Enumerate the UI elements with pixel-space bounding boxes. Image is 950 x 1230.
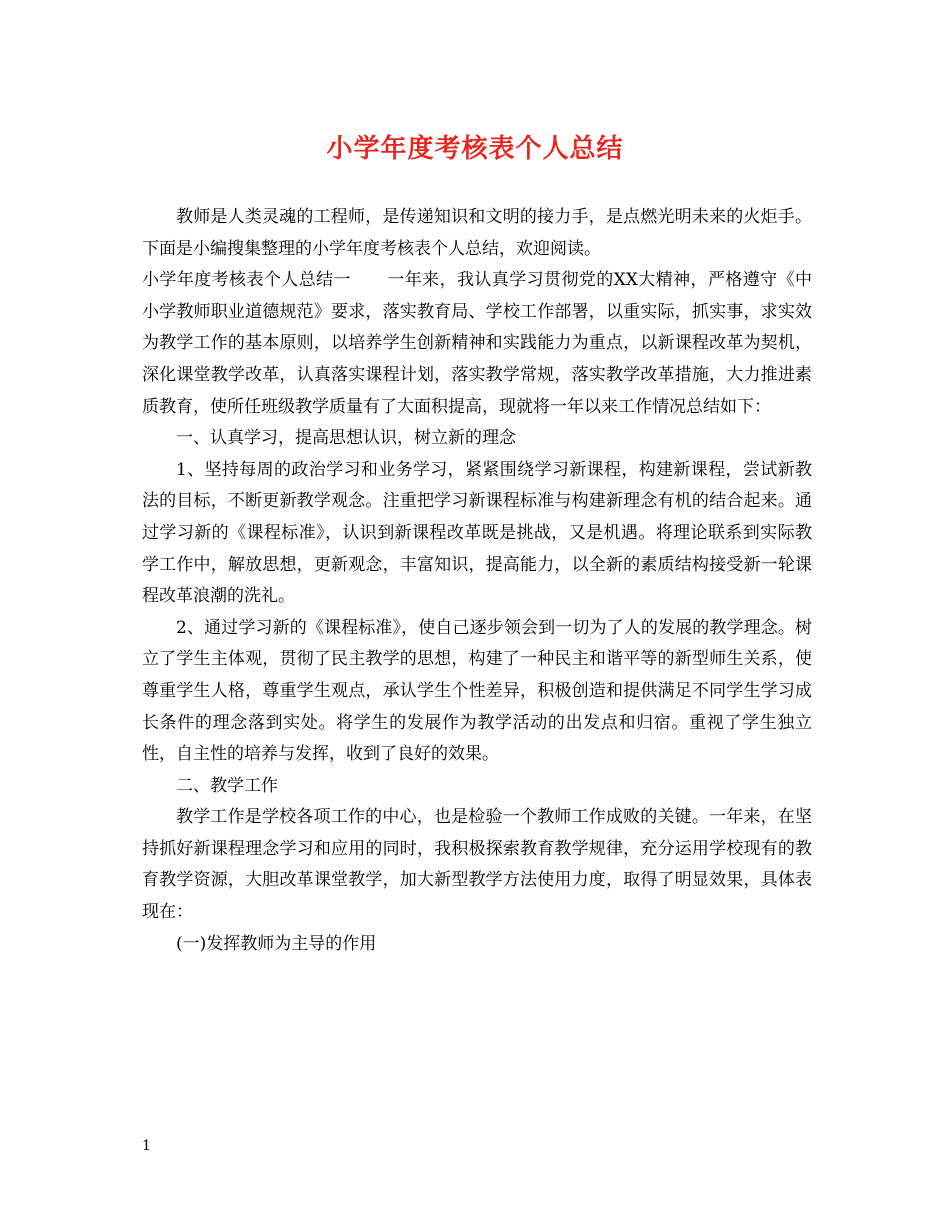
document-body — [142, 202, 812, 960]
paragraph-three: 教学工作是学校各项工作的中心，也是检验一个教师工作成败的关键。一年来，在坚持抓好新课程理念学习和应用的同时，我积极探索教育教学规律，充分运用学校现有的教育教学资源，大胆改革课堂教学，加大新型教学方法使用力度，取得了明显效果，具体表现在： — [142, 807, 812, 923]
paragraph-two: 2、通过学习新的《课程标准》，使自己逐步领会到一切为了人的发展的教学理念。树立了学生主体观，贯彻了民主教学的思想，构建了一种民主和谐平等的新型师生关系，使尊重学生人格，尊重学生观点，承认学生个性差异，积极创造和提供满足不同学生学习成长条件的理念落到实处。将学生的发展作为教学活动的出发点和归宿。重视了学生独立性，自主性的培养与发挥，收到了良好的效果。 — [142, 617, 812, 765]
section-paragraph — [142, 265, 812, 423]
section-text: 一年来，我认真学习贯彻党的XX大精神，严格遵守《中小学教师职业道德规范》要求，落实教育局、学校工作部署，以重实际，抓实事，求实效为教学工作的基本原则，以培养学生创新精神和实践能力为重点，以新课程改革为契机，深化课堂教学改革，认真落实课程计划，落实教学常规，落实教学改革措施，大力推进素质教育，使所任班级教学质量有了大面积提高，现就将一年以来工作情况总结如下： — [142, 270, 812, 417]
heading-one: 一、认真学习，提高思想认识，树立新的理念 — [176, 428, 516, 449]
intro-paragraph: 教师是人类灵魂的工程师，是传递知识和文明的接力手，是点燃光明未来的火炬手。下面是小编搜集整理的小学年度考核表个人总结，欢迎阅读。 — [142, 207, 812, 259]
document-title: 小学年度考核表个人总结 — [326, 134, 624, 164]
paragraph-one: 1、坚持每周的政治学习和业务学习，紧紧围绕学习新课程，构建新课程，尝试新教法的目标，不断更新教学观念。注重把学习新课程标准与构建新理念有机的结合起来。通过学习新的《课程标准》，认识到新课程改革既是挑战，又是机遇。将理论联系到实际教学工作中，解放思想，更新观念，丰富知识，提高能力，以全新的素质结构接受新一轮课程改革浪潮的洗礼。 — [142, 459, 812, 607]
heading-three: (一)发挥教师为主导的作用 — [176, 933, 377, 954]
heading-two: 二、教学工作 — [176, 775, 278, 796]
page-number: 1 — [142, 1138, 151, 1154]
section-label: 小学年度考核表个人总结一 — [142, 270, 351, 291]
